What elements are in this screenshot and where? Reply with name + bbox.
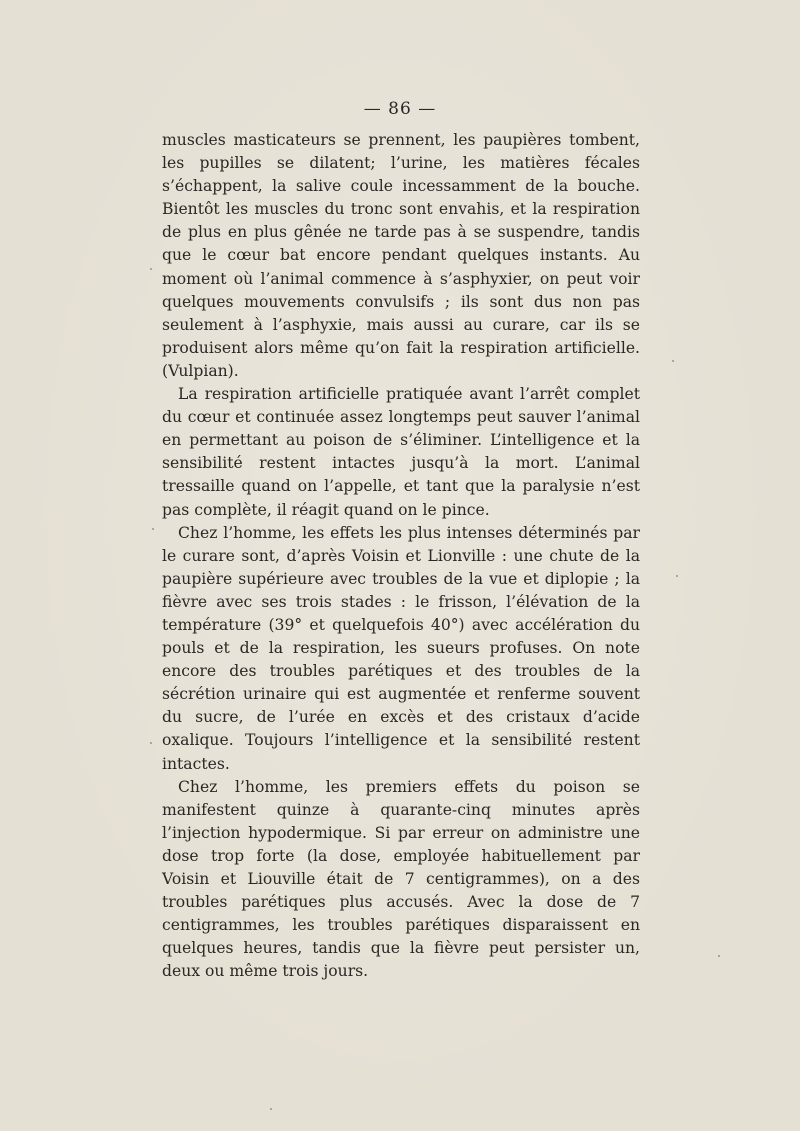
paragraph-1: muscles masticateurs se prennent, les paupières tombent, les pupilles se dilatent; l’urine, les matières fécales s’échappent, la salive coule incessamment de la bouche. Bientôt les muscles du tronc sont envahis, et la respiration de plus en plus gênée ne tarde pas à se suspendre, tandis que le cœur bat encore pendant quelques instants. Au moment où l’animal commence à s’asphyxier, on peut voir quelques mouvements convulsifs ; ils sont dus non pas seulement à l’asphyxie, mais aussi au curare, car ils se produisent alors même qu’on fait la respiration artificielle. (Vulpian). <box>162 131 640 380</box>
paper-speck <box>428 880 430 882</box>
paragraph-3: Chez l’homme, les effets les plus intenses déterminés par le curare sont, d’après Voisin et Lionville : une chute de la paupière supérieure avec troubles de la vue et diplopie ; la fièvre avec ses trois stades : le frisson, l’élévation de la température (39° et quelquefois 40°) avec accélération du pouls et de la respiration, les sueurs profuses. On note encore des troubles parétiques et des troubles de la sécrétion urinaire qui est augmentée et renferme souvent du sucre, de l’urée en excès et des cristaux d’acide oxalique. Toujours l’intelligence et la sensibilité restent intactes. <box>162 523 640 773</box>
paper-speck <box>150 268 152 270</box>
paper-speck <box>718 955 720 957</box>
paper-speck <box>676 575 678 577</box>
body-text <box>162 129 640 983</box>
paragraph-4: Chez l’homme, les premiers effets du poison se manifestent quinze à quarante-cinq minutes après l’injection hypodermique. Si par erreur on administre une dose trop forte (la dose, employée habituellement par Voisin et Liouville était de 7 centigrammes), on a des troubles parétiques plus accusés. Avec la dose de 7 centigrammes, les troubles parétiques disparaissent en quelques heures, tandis que la fièvre peut persister un, deux ou même trois jours. <box>162 777 640 981</box>
paragraph-2: La respiration artificielle pratiquée avant l’arrêt complet du cœur et continuée assez longtemps peut sauver l’animal en permettant au poison de s’éliminer. L’intelligence et la sensibilité restent intactes jusqu’à la mort. L’animal tressaille quand on l’appelle, et tant que la paralysie n’est pas complète, il réagit quand on le pince. <box>162 385 640 519</box>
paper-speck <box>152 528 154 530</box>
page-number: — 86 — <box>363 99 437 119</box>
paper-speck <box>672 360 674 362</box>
paper-speck <box>270 1108 272 1110</box>
paper-speck <box>150 742 152 744</box>
